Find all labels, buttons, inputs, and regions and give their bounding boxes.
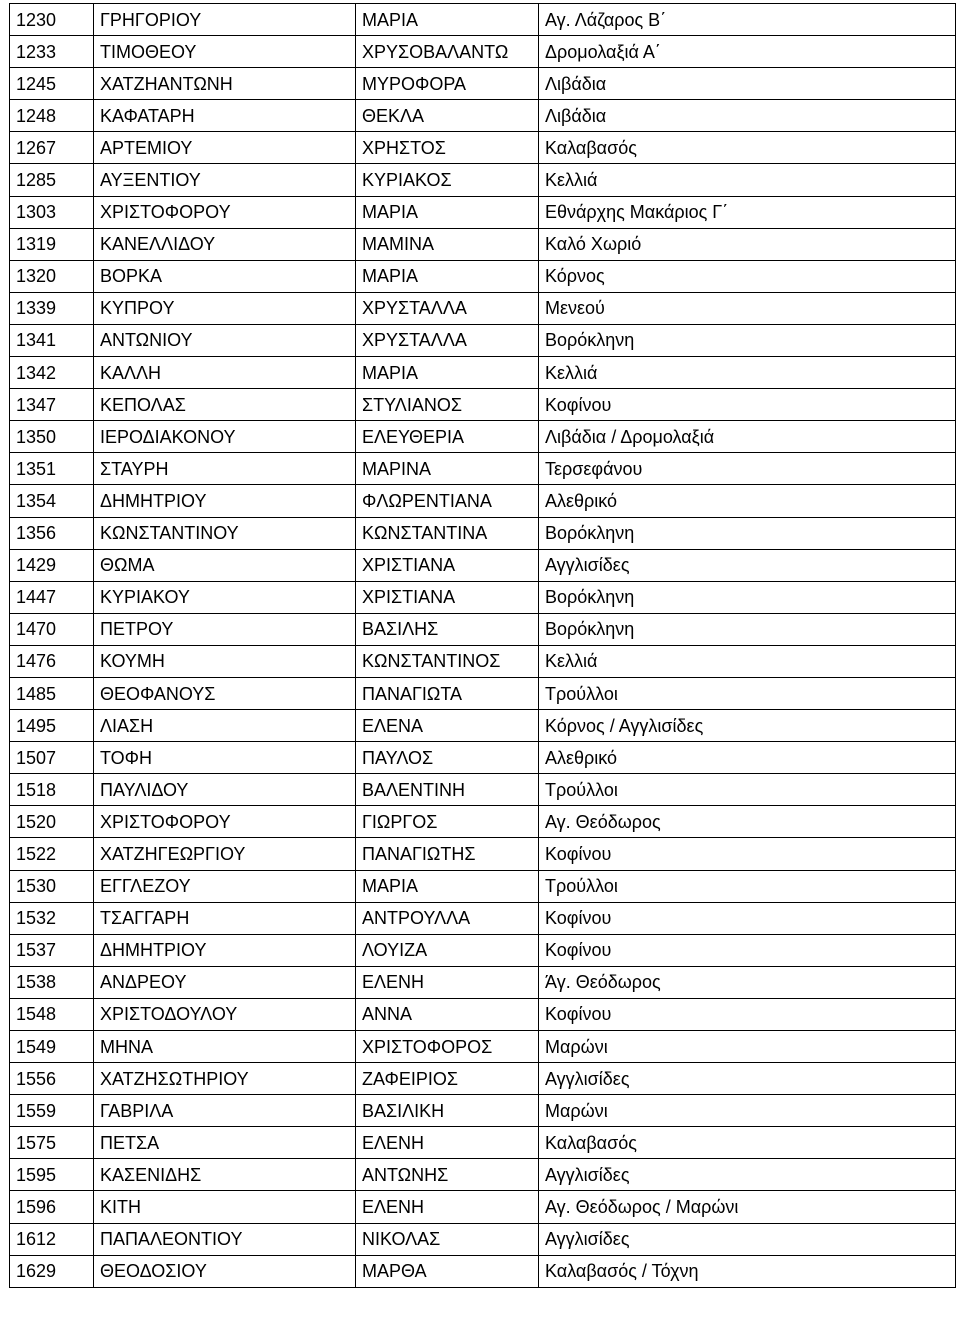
table-row	[10, 998, 956, 1030]
table-row	[10, 36, 956, 68]
surname-cell: ΛΙΑΣΗ	[94, 710, 356, 742]
surname-cell: ΙΕΡΟΔΙΑΚΟΝΟΥ	[94, 421, 356, 453]
table-row	[10, 902, 956, 934]
record-id-cell: 1612	[10, 1223, 94, 1255]
surname-cell: ΘΩΜΑ	[94, 549, 356, 581]
area-cell: Βορόκληνη	[539, 581, 956, 613]
surname-cell: ΕΓΓΛΕΖΟΥ	[94, 870, 356, 902]
area-cell: Κόρνος	[539, 260, 956, 292]
table-row	[10, 1127, 956, 1159]
table-row	[10, 838, 956, 870]
table-row	[10, 549, 956, 581]
area-cell: Κελλιά	[539, 357, 956, 389]
record-id-cell: 1548	[10, 998, 94, 1030]
surname-cell: ΚΑΝΕΛΛΙΔΟΥ	[94, 228, 356, 260]
first-name-cell: ΚΩΝΣΤΑΝΤΙΝΑ	[356, 517, 539, 549]
area-cell: Αλεθρικό	[539, 485, 956, 517]
area-cell: Καλό Χωριό	[539, 228, 956, 260]
first-name-cell: ΝΙΚΟΛΑΣ	[356, 1223, 539, 1255]
area-cell: Κελλιά	[539, 164, 956, 196]
record-id-cell: 1447	[10, 581, 94, 613]
record-id-cell: 1267	[10, 132, 94, 164]
first-name-cell: ΚΥΡΙΑΚΟΣ	[356, 164, 539, 196]
first-name-cell: ΠΑΝΑΓΙΩΤΗΣ	[356, 838, 539, 870]
record-id-cell: 1339	[10, 292, 94, 324]
surname-cell: ΧΡΙΣΤΟΦΟΡΟΥ	[94, 196, 356, 228]
area-cell: Κοφίνου	[539, 838, 956, 870]
area-cell: Μαρώνι	[539, 1095, 956, 1127]
area-cell: Αγγλισίδες	[539, 1159, 956, 1191]
table-row	[10, 1063, 956, 1095]
table-row	[10, 453, 956, 485]
table-row	[10, 292, 956, 324]
surname-cell: ΤΣΑΓΓΑΡΗ	[94, 902, 356, 934]
area-cell: Μαρώνι	[539, 1031, 956, 1063]
first-name-cell: ΑΝΝΑ	[356, 998, 539, 1030]
record-id-cell: 1549	[10, 1031, 94, 1063]
area-cell: Άγ. Θεόδωρος	[539, 966, 956, 998]
surname-cell: ΧΡΙΣΤΟΔΟΥΛΟΥ	[94, 998, 356, 1030]
surname-cell: ΠΕΤΣΑ	[94, 1127, 356, 1159]
table-row	[10, 934, 956, 966]
surname-cell: ΚΑΦΑΤΑΡΗ	[94, 100, 356, 132]
surname-cell: ΘΕΟΦΑΝΟΥΣ	[94, 677, 356, 709]
record-id-cell: 1341	[10, 324, 94, 356]
table-row	[10, 389, 956, 421]
record-id-cell: 1595	[10, 1159, 94, 1191]
area-cell: Βορόκληνη	[539, 324, 956, 356]
first-name-cell: ΜΥΡΟΦΟΡΑ	[356, 68, 539, 100]
first-name-cell: ΕΛΕΝΗ	[356, 1191, 539, 1223]
record-id-cell: 1320	[10, 260, 94, 292]
record-id-cell: 1476	[10, 645, 94, 677]
table-row	[10, 4, 956, 36]
record-id-cell: 1354	[10, 485, 94, 517]
table-row	[10, 485, 956, 517]
area-cell: Κοφίνου	[539, 934, 956, 966]
area-cell: Τερσεφάνου	[539, 453, 956, 485]
area-cell: Κόρνος / Αγγλισίδες	[539, 710, 956, 742]
area-cell: Αλεθρικό	[539, 742, 956, 774]
first-name-cell: ΒΑΣΙΛΗΣ	[356, 613, 539, 645]
first-name-cell: ΣΤΥΛΙΑΝΟΣ	[356, 389, 539, 421]
record-id-cell: 1303	[10, 196, 94, 228]
record-id-cell: 1556	[10, 1063, 94, 1095]
first-name-cell: ΧΡΥΣΤΑΛΛΑ	[356, 292, 539, 324]
record-id-cell: 1495	[10, 710, 94, 742]
table-row	[10, 613, 956, 645]
surname-cell: ΚΑΛΛΗ	[94, 357, 356, 389]
surname-cell: ΜΗΝΑ	[94, 1031, 356, 1063]
surname-cell: ΚΕΠΟΛΑΣ	[94, 389, 356, 421]
first-name-cell: ΜΑΡΙΑ	[356, 870, 539, 902]
surname-cell: ΚΟΥΜΗ	[94, 645, 356, 677]
record-id-cell: 1507	[10, 742, 94, 774]
surname-cell: ΚΑΣΕΝΙΔΗΣ	[94, 1159, 356, 1191]
table-row	[10, 966, 956, 998]
area-cell: Κελλιά	[539, 645, 956, 677]
table-row	[10, 132, 956, 164]
area-cell: Καλαβασός	[539, 132, 956, 164]
record-id-cell: 1522	[10, 838, 94, 870]
surname-cell: ΑΥΞΕΝΤΙΟΥ	[94, 164, 356, 196]
area-cell: Αγγλισίδες	[539, 1223, 956, 1255]
surname-cell: ΧΑΤΖΗΑΝΤΩΝΗ	[94, 68, 356, 100]
first-name-cell: ΠΑΥΛΟΣ	[356, 742, 539, 774]
surname-cell: ΑΝΤΩΝΙΟΥ	[94, 324, 356, 356]
area-cell: Τρούλλοι	[539, 774, 956, 806]
surname-cell: ΓΡΗΓΟΡΙΟΥ	[94, 4, 356, 36]
area-cell: Κοφίνου	[539, 389, 956, 421]
table-row	[10, 196, 956, 228]
first-name-cell: ΕΛΕΝΗ	[356, 966, 539, 998]
surname-cell: ΠΑΠΑΛΕΟΝΤΙΟΥ	[94, 1223, 356, 1255]
record-id-cell: 1520	[10, 806, 94, 838]
first-name-cell: ΛΟΥΙΖΑ	[356, 934, 539, 966]
first-name-cell: ΜΑΡΙΝΑ	[356, 453, 539, 485]
area-cell: Αγ. Θεόδωρος / Μαρώνι	[539, 1191, 956, 1223]
surname-cell: ΚΩΝΣΤΑΝΤΙΝΟΥ	[94, 517, 356, 549]
record-id-cell: 1347	[10, 389, 94, 421]
first-name-cell: ΕΛΕΥΘΕΡΙΑ	[356, 421, 539, 453]
records-table	[9, 3, 956, 1288]
area-cell: Λιβάδια	[539, 68, 956, 100]
surname-cell: ΧΑΤΖΗΓΕΩΡΓΙΟΥ	[94, 838, 356, 870]
record-id-cell: 1356	[10, 517, 94, 549]
first-name-cell: ΒΑΣΙΛΙΚΗ	[356, 1095, 539, 1127]
area-cell: Κοφίνου	[539, 902, 956, 934]
surname-cell: ΠΑΥΛΙΔΟΥ	[94, 774, 356, 806]
record-id-cell: 1285	[10, 164, 94, 196]
table-row	[10, 870, 956, 902]
record-id-cell: 1575	[10, 1127, 94, 1159]
area-cell: Βορόκληνη	[539, 613, 956, 645]
table-row	[10, 100, 956, 132]
table-row	[10, 68, 956, 100]
table-row	[10, 260, 956, 292]
area-cell: Τρούλλοι	[539, 677, 956, 709]
surname-cell: ΤΙΜΟΘΕΟΥ	[94, 36, 356, 68]
first-name-cell: ΜΑΜΙΝΑ	[356, 228, 539, 260]
surname-cell: ΣΤΑΥΡΗ	[94, 453, 356, 485]
table-row	[10, 774, 956, 806]
first-name-cell: ΓΙΩΡΓΟΣ	[356, 806, 539, 838]
surname-cell: ΠΕΤΡΟΥ	[94, 613, 356, 645]
area-cell: Αγ. Λάζαρος Β΄	[539, 4, 956, 36]
surname-cell: ΚΥΠΡΟΥ	[94, 292, 356, 324]
table-row	[10, 806, 956, 838]
record-id-cell: 1629	[10, 1255, 94, 1287]
area-cell: Βορόκληνη	[539, 517, 956, 549]
surname-cell: ΘΕΟΔΟΣΙΟΥ	[94, 1255, 356, 1287]
first-name-cell: ΧΡΙΣΤΟΦΟΡΟΣ	[356, 1031, 539, 1063]
first-name-cell: ΚΩΝΣΤΑΝΤΙΝΟΣ	[356, 645, 539, 677]
table-row	[10, 1255, 956, 1287]
record-id-cell: 1559	[10, 1095, 94, 1127]
first-name-cell: ΠΑΝΑΓΙΩΤΑ	[356, 677, 539, 709]
first-name-cell: ΘΕΚΛΑ	[356, 100, 539, 132]
table-row	[10, 677, 956, 709]
first-name-cell: ΧΡΙΣΤΙΑΝΑ	[356, 549, 539, 581]
table-row	[10, 228, 956, 260]
table-row	[10, 357, 956, 389]
first-name-cell: ΜΑΡΙΑ	[356, 357, 539, 389]
surname-cell: ΚΙΤΗ	[94, 1191, 356, 1223]
area-cell: Λιβάδια	[539, 100, 956, 132]
first-name-cell: ΖΑΦΕΙΡΙΟΣ	[356, 1063, 539, 1095]
first-name-cell: ΧΡΥΣΤΑΛΛΑ	[356, 324, 539, 356]
surname-cell: ΑΝΔΡΕΟΥ	[94, 966, 356, 998]
record-id-cell: 1351	[10, 453, 94, 485]
first-name-cell: ΕΛΕΝΑ	[356, 710, 539, 742]
first-name-cell: ΜΑΡΘΑ	[356, 1255, 539, 1287]
surname-cell: ΚΥΡΙΑΚΟΥ	[94, 581, 356, 613]
record-id-cell: 1470	[10, 613, 94, 645]
surname-cell: ΔΗΜΗΤΡΙΟΥ	[94, 485, 356, 517]
first-name-cell: ΧΡΙΣΤΙΑΝΑ	[356, 581, 539, 613]
table-row	[10, 324, 956, 356]
first-name-cell: ΒΑΛΕΝΤΙΝΗ	[356, 774, 539, 806]
table-row	[10, 164, 956, 196]
first-name-cell: ΜΑΡΙΑ	[356, 4, 539, 36]
first-name-cell: ΦΛΩΡΕΝΤΙΑΝΑ	[356, 485, 539, 517]
area-cell: Μενεού	[539, 292, 956, 324]
first-name-cell: ΧΡΗΣΤΟΣ	[356, 132, 539, 164]
table-row	[10, 581, 956, 613]
record-id-cell: 1518	[10, 774, 94, 806]
table-row	[10, 742, 956, 774]
record-id-cell: 1248	[10, 100, 94, 132]
area-cell: Καλαβασός / Τόχνη	[539, 1255, 956, 1287]
surname-cell: ΑΡΤΕΜΙΟΥ	[94, 132, 356, 164]
record-id-cell: 1245	[10, 68, 94, 100]
area-cell: Λιβάδια / Δρομολαξιά	[539, 421, 956, 453]
record-id-cell: 1233	[10, 36, 94, 68]
records-table-body	[10, 4, 956, 1288]
record-id-cell: 1538	[10, 966, 94, 998]
surname-cell: ΓΑΒΡΙΛΑ	[94, 1095, 356, 1127]
record-id-cell: 1485	[10, 677, 94, 709]
table-row	[10, 1031, 956, 1063]
surname-cell: ΒΟΡΚΑ	[94, 260, 356, 292]
record-id-cell: 1537	[10, 934, 94, 966]
area-cell: Αγγλισίδες	[539, 1063, 956, 1095]
first-name-cell: ΜΑΡΙΑ	[356, 260, 539, 292]
table-row	[10, 421, 956, 453]
table-row	[10, 710, 956, 742]
area-cell: Κοφίνου	[539, 998, 956, 1030]
surname-cell: ΤΟΦΗ	[94, 742, 356, 774]
first-name-cell: ΜΑΡΙΑ	[356, 196, 539, 228]
table-row	[10, 1223, 956, 1255]
area-cell: Καλαβασός	[539, 1127, 956, 1159]
area-cell: Εθνάρχης Μακάριος Γ΄	[539, 196, 956, 228]
record-id-cell: 1350	[10, 421, 94, 453]
record-id-cell: 1319	[10, 228, 94, 260]
area-cell: Τρούλλοι	[539, 870, 956, 902]
table-row	[10, 1159, 956, 1191]
table-row	[10, 517, 956, 549]
first-name-cell: ΕΛΕΝΗ	[356, 1127, 539, 1159]
record-id-cell: 1532	[10, 902, 94, 934]
area-cell: Αγ. Θεόδωρος	[539, 806, 956, 838]
first-name-cell: ΑΝΤΡΟΥΛΛΑ	[356, 902, 539, 934]
record-id-cell: 1530	[10, 870, 94, 902]
area-cell: Αγγλισίδες	[539, 549, 956, 581]
record-id-cell: 1342	[10, 357, 94, 389]
record-id-cell: 1230	[10, 4, 94, 36]
first-name-cell: ΧΡΥΣΟΒΑΛΑΝΤΩ	[356, 36, 539, 68]
surname-cell: ΔΗΜΗΤΡΙΟΥ	[94, 934, 356, 966]
table-row	[10, 1095, 956, 1127]
surname-cell: ΧΑΤΖΗΣΩΤΗΡΙΟΥ	[94, 1063, 356, 1095]
surname-cell: ΧΡΙΣΤΟΦΟΡΟΥ	[94, 806, 356, 838]
table-row	[10, 645, 956, 677]
area-cell: Δρομολαξιά Α΄	[539, 36, 956, 68]
record-id-cell: 1596	[10, 1191, 94, 1223]
first-name-cell: ΑΝΤΩΝΗΣ	[356, 1159, 539, 1191]
table-row	[10, 1191, 956, 1223]
record-id-cell: 1429	[10, 549, 94, 581]
